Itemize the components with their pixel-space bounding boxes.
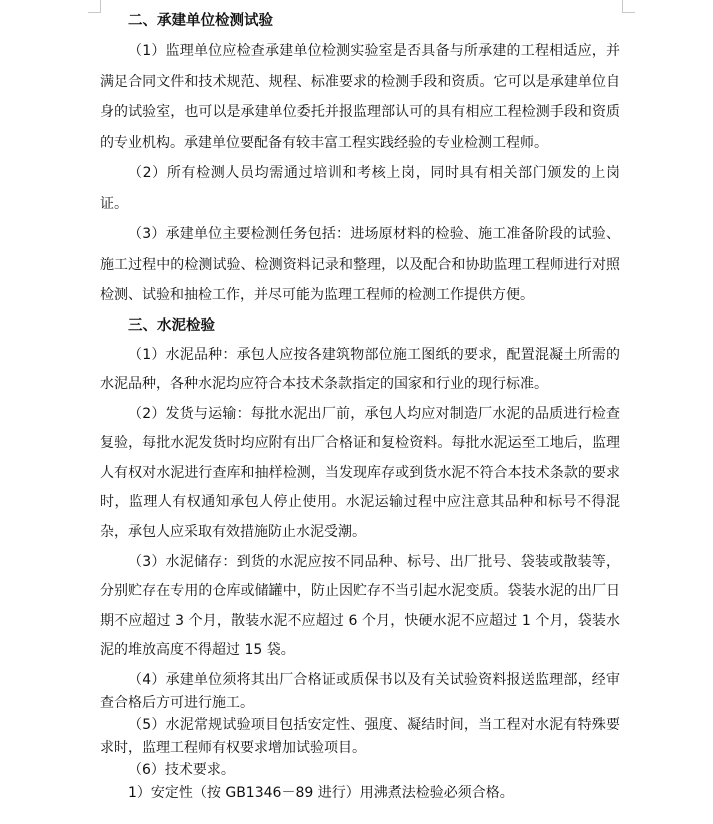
paragraph-technical-requirements: （6）技术要求。 [128, 762, 235, 779]
paragraph-soundness-test: 1）安定性（按 GB1346－89 进行）用沸煮法检验必须合格。 [128, 784, 514, 801]
paragraph-certificate-submission: （4）承建单位须将其出厂合格证或质保书以及有关试验资料报送监理部，经审查合格后方可进行施工。 [100, 672, 620, 711]
paragraph-cement-shipping: （2）发货与运输：每批水泥出厂前，承包人均应对制造厂水泥的品质进行检查复验，每批水泥发货时均应附有出厂合格证和复检资料。每批水泥运至工地后，监理人有权对水泥进行查库和抽样检测，当发现库存或到货水泥不符合本技术条款的要求时，监理人有权通知承包人停止使用。水泥运输过程中应注意其品种和标号不得混杂，承包人应采取有效措施防止水泥受潮。 [100, 405, 620, 541]
paragraph-cement-storage: （3）水泥储存：到货的水泥应按不同品种、标号、出厂批号、袋装或散装等，分别贮存在专用的仓库或储罐中，防止因贮存不当引起水泥变质。袋装水泥的出厂日期不应超过 3 个月，散装水泥不应超过 6 个月，快硬水泥不应超过 1 个月，袋装水泥的堆放高度不得超过 15 袋。 [100, 553, 620, 659]
section-heading-testing: 二、承建单位检测试验 [128, 13, 273, 29]
paragraph-routine-tests: （5）水泥常规试验项目包括安定性、强度、凝结时间，当工程对水泥有特殊要求时，监理工程师有权要求增加试验项目。 [100, 717, 620, 756]
margin-corner-mark-right [622, 0, 635, 13]
paragraph-2-staff-training: （2）所有检测人员均需通过培训和考核上岗，同时具有相关部门颁发的上岗证。 [100, 165, 620, 212]
paragraph-3-testing-tasks: （3）承建单位主要检测任务包括：进场原材料的检验、施工准备阶段的试验、施工过程中的检测试验、检测资料记录和整理，以及配合和协助监理工程师进行对照检测、试验和抽检工作，并尽可能为监理工程师的检测工作提供方便。 [100, 226, 620, 303]
document-body [100, 6, 620, 804]
section-heading-cement: 三、水泥检验 [128, 317, 215, 334]
paragraph-1-lab-check: （1）监理单位应检查承建单位检测实验室是否具备与所承建的工程相适应，并满足合同文件和技术规范、规程、标准要求的检测手段和资质。它可以是承建单位自身的试验室，也可以是承建单位委托并报监理部认可的具有相应工程检测手段和资质的专业机构。承建单位要配备有较丰富工程实践经验的专业检测工程师。 [100, 43, 620, 151]
paragraph-cement-type: （1）水泥品种：承包人应按各建筑物部位施工图纸的要求，配置混凝土所需的水泥品种，各种水泥均应符合本技术条款指定的国家和行业的现行标准。 [100, 346, 620, 393]
